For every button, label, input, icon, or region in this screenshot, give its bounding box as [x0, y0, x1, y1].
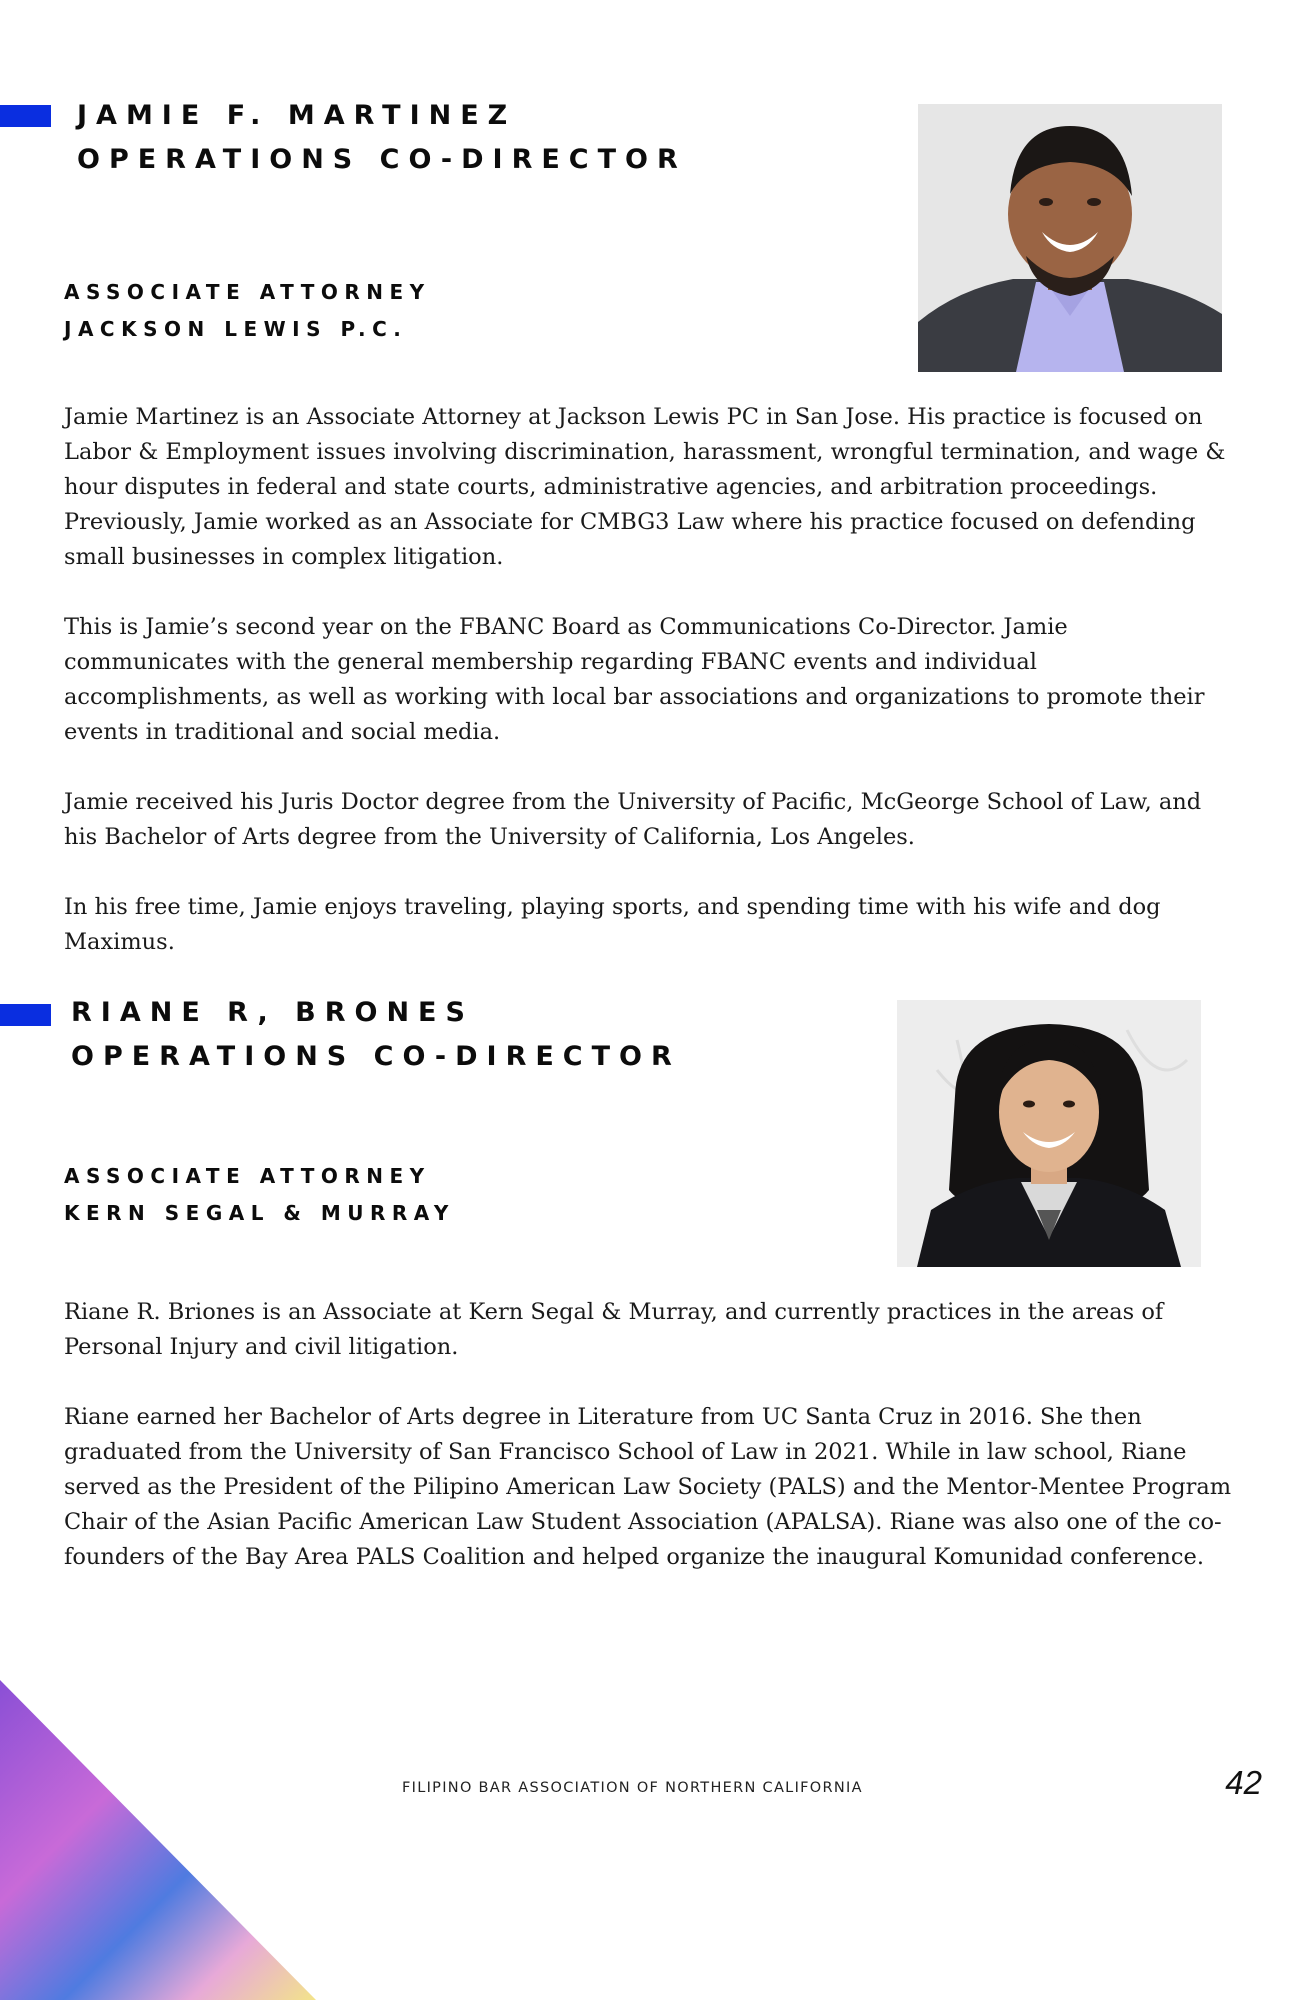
- profile-header: [71, 991, 681, 1079]
- profile-job-title: ASSOCIATE ATTORNEY: [64, 280, 431, 304]
- profile-position: [64, 1158, 455, 1232]
- profile-header: [77, 94, 687, 182]
- accent-bar: [0, 105, 51, 127]
- profile-role: OPERATIONS CO-DIRECTOR: [71, 1041, 681, 1072]
- profile-bio: [64, 1295, 1234, 1575]
- profile-position: [64, 274, 431, 348]
- accent-bar: [0, 1004, 51, 1026]
- profile-photo: [918, 104, 1222, 372]
- bio-paragraph: This is Jamie’s second year on the FBANC Board as Communications Co-Director. Jamie communicates with the general membership regarding FBANC events and individual accomplishments, as well as working with local bar associations and organizations to promote their events in traditional and social media.: [64, 614, 1205, 745]
- bio-paragraph: Riane R. Briones is an Associate at Kern Segal & Murray, and currently practices in the areas of Personal Injury and civil litigation.: [64, 1299, 1164, 1360]
- bio-paragraph: Jamie Martinez is an Associate Attorney at Jackson Lewis PC in San Jose. His practice is focused on Labor & Employment issues involving discrimination, harassment, wrongful termination, and wage & hour disputes in federal and state courts, administrative agencies, and arbitration proceedings. Previously, Jamie worked as an Associate for CMBG3 Law where his practice focused on defending small businesses in complex litigation.: [64, 404, 1226, 570]
- profile-bio: [64, 400, 1234, 960]
- decorative-gradient-corner: [0, 1680, 330, 2000]
- bio-paragraph: Riane earned her Bachelor of Arts degree in Literature from UC Santa Cruz in 2016. She then graduated from the University of San Francisco School of Law in 2021. While in law school, Riane served as the President of the Pilipino American Law Society (PALS) and the Mentor-Mentee Program Chair of the Asian Pacific American Law Student Association (APALSA). Riane was also one of the co-founders of the Bay Area PALS Coalition and helped organize the inaugural Komunidad conference.: [64, 1404, 1232, 1570]
- profile-name: RIANE R, BRONES: [71, 997, 474, 1028]
- profile-job-title: ASSOCIATE ATTORNEY: [64, 1164, 431, 1188]
- page-number: 42: [1225, 1764, 1262, 1801]
- bio-paragraph: Jamie received his Juris Doctor degree from the University of Pacific, McGeorge School of Law, and his Bachelor of Arts degree from the University of California, Los Angeles.: [64, 789, 1202, 850]
- profile-role: OPERATIONS CO-DIRECTOR: [77, 144, 687, 175]
- profile-firm: JACKSON LEWIS P.C.: [64, 317, 408, 341]
- profile-photo: [897, 1000, 1201, 1267]
- footer-organization: FILIPINO BAR ASSOCIATION OF NORTHERN CALIFORNIA: [402, 1780, 863, 1796]
- profile-name: JAMIE F. MARTINEZ: [77, 100, 517, 131]
- profile-firm: KERN SEGAL & MURRAY: [64, 1201, 455, 1225]
- bio-paragraph: In his free time, Jamie enjoys traveling, playing sports, and spending time with his wife and dog Maximus.: [64, 894, 1161, 955]
